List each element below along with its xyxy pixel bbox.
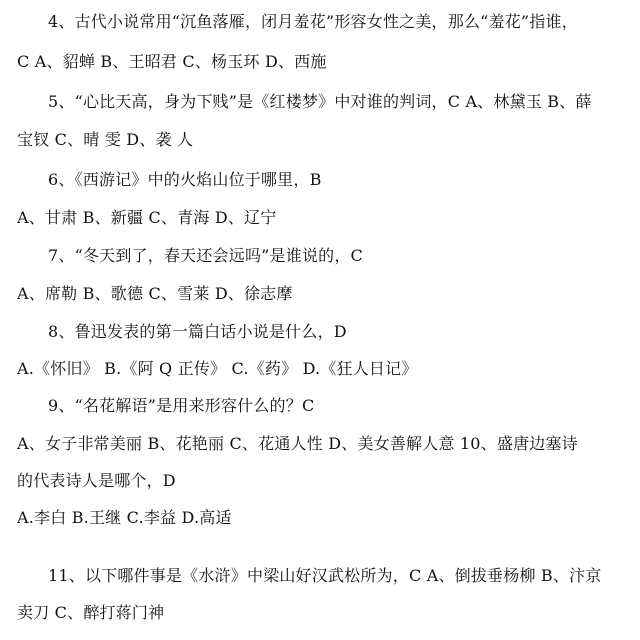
question-7-text: 7、“冬天到了，春天还会远吗”是谁说的，C: [48, 246, 363, 265]
question-11-options: 卖刀 C、醉打蒋门神: [17, 603, 165, 622]
question-6-text: 6、《西游记》中的火焰山位于哪里，B: [48, 170, 322, 189]
question-6-options: A、甘肃 B、新疆 C、青海 D、辽宁: [17, 208, 277, 227]
question-10-options: A.李白 B.王继 C.李益 D.高适: [17, 508, 232, 527]
question-7-options: A、席勒 B、歌德 C、雪莱 D、徐志摩: [17, 284, 293, 303]
question-4-options: C A、貂蝉 B、王昭君 C、杨玉环 D、西施: [17, 52, 327, 71]
question-10-text: 的代表诗人是哪个，D: [17, 471, 176, 490]
question-8-options: A.《怀旧》 B.《阿 Q 正传》 C.《药》 D.《狂人日记》: [17, 359, 418, 378]
question-11-text: 11、以下哪件事是《水浒》中梁山好汉武松所为，C A、倒拔垂杨柳 B、汴京: [48, 566, 602, 585]
question-9-text: 9、“名花解语”是用来形容什么的？C: [48, 396, 315, 415]
question-4-text: 4、古代小说常用“沉鱼落雁，闭月羞花”形容女性之美，那么“羞花”指谁，: [48, 12, 578, 31]
question-8-text: 8、鲁迅发表的第一篇白话小说是什么，D: [48, 322, 347, 341]
question-5-options: 宝钗 C、晴 雯 D、袭 人: [17, 130, 194, 149]
question-5-text: 5、“心比天高，身为下贱”是《红楼梦》中对谁的判词，C A、林黛玉 B、薛: [48, 92, 592, 111]
question-9-options: A、女子非常美丽 B、花艳丽 C、花通人性 D、美女善解人意 10、盛唐边塞诗: [17, 434, 578, 453]
